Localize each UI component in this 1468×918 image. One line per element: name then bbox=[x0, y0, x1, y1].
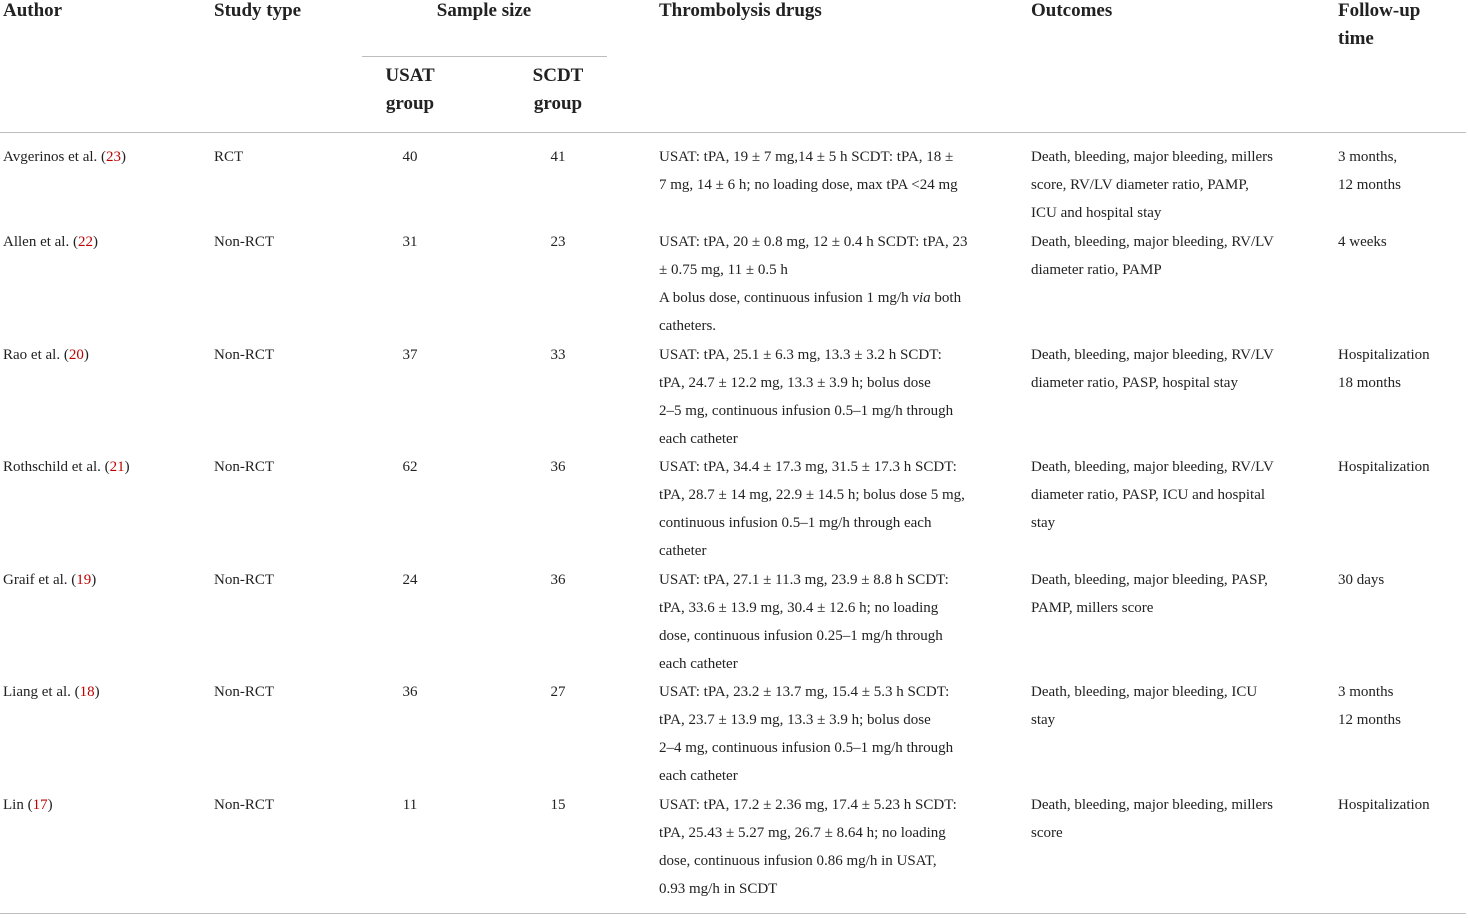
scdt-sample-cell: 41 bbox=[550, 149, 566, 165]
usat-sample-cell: 62 bbox=[402, 459, 418, 475]
study-type-cell: Non-RCT bbox=[214, 459, 274, 475]
drugs-line: catheters. bbox=[659, 318, 717, 334]
outcomes-line: score bbox=[1031, 825, 1063, 841]
follow-up-cell bbox=[1338, 566, 1466, 594]
drugs-line: USAT: tPA, 20 ± 0.8 mg, 12 ± 0.4 h SCDT: tPA, 23 bbox=[659, 234, 968, 250]
outcomes-cell bbox=[1031, 566, 1301, 622]
follow-up-line: 3 months, bbox=[1338, 149, 1398, 165]
author-name: Avgerinos et al. ( bbox=[3, 149, 107, 165]
drugs-line: USAT: tPA, 25.1 ± 6.3 mg, 13.3 ± 3.2 h SCDT: bbox=[659, 347, 942, 363]
outcomes-line: stay bbox=[1031, 515, 1056, 531]
drugs-line bbox=[659, 284, 999, 312]
usat-sample-cell: 31 bbox=[402, 234, 418, 250]
follow-up-cell bbox=[1338, 791, 1466, 819]
follow-up-line: 4 weeks bbox=[1338, 234, 1387, 250]
scdt-sample-cell: 33 bbox=[550, 347, 566, 363]
author-name: Liang et al. ( bbox=[3, 684, 80, 700]
author-name: Rao et al. ( bbox=[3, 347, 69, 363]
drugs-line: 2–4 mg, continuous infusion 0.5–1 mg/h through bbox=[659, 740, 954, 756]
drugs-cell bbox=[659, 453, 999, 565]
follow-up-line: Hospitalization bbox=[1338, 459, 1430, 475]
drugs-line: each catheter bbox=[659, 656, 738, 672]
author-cell bbox=[3, 678, 203, 706]
drugs-line: USAT: tPA, 17.2 ± 2.36 mg, 17.4 ± 5.23 h SCDT: bbox=[659, 797, 957, 813]
drugs-line: dose, continuous infusion 0.25–1 mg/h through bbox=[659, 628, 943, 644]
scdt-sample-cell: 36 bbox=[550, 459, 566, 475]
drugs-line: USAT: tPA, 27.1 ± 11.3 mg, 23.9 ± 8.8 h SCDT: bbox=[659, 572, 949, 588]
header-follow-up-time bbox=[1338, 0, 1466, 53]
drugs-line: 2–5 mg, continuous infusion 0.5–1 mg/h through bbox=[659, 403, 954, 419]
drugs-line: 7 mg, 14 ± 6 h; no loading dose, max tPA <24 mg bbox=[659, 177, 958, 193]
outcomes-line: stay bbox=[1031, 712, 1056, 728]
study-type-cell: Non-RCT bbox=[214, 347, 274, 363]
drugs-cell bbox=[659, 678, 999, 790]
drugs-line: USAT: tPA, 19 ± 7 mg,14 ± 5 h SCDT: tPA, 18 ± bbox=[659, 149, 954, 165]
drugs-extra-pre: A bolus dose, continuous infusion 1 mg/h bbox=[659, 290, 913, 306]
drugs-extra-italic: via bbox=[912, 290, 931, 306]
author-name: Allen et al. ( bbox=[3, 234, 78, 250]
author-close: ) bbox=[83, 347, 89, 363]
citation-ref: 17 bbox=[32, 797, 48, 813]
follow-up-line: 3 months bbox=[1338, 684, 1394, 700]
follow-up-line: 12 months bbox=[1338, 177, 1401, 193]
outcomes-line: Death, bleeding, major bleeding, millers bbox=[1031, 797, 1274, 813]
drugs-extra-post: both bbox=[930, 290, 962, 306]
follow-up-cell bbox=[1338, 228, 1466, 256]
outcomes-line: diameter ratio, PASP, hospital stay bbox=[1031, 375, 1238, 391]
follow-up-cell bbox=[1338, 143, 1466, 199]
scdt-sample-cell: 36 bbox=[550, 572, 566, 588]
author-close: ) bbox=[94, 684, 100, 700]
follow-up-line: Hospitalization bbox=[1338, 797, 1430, 813]
follow-up-cell bbox=[1338, 453, 1466, 481]
table-bottom-rule bbox=[0, 913, 1466, 914]
header-outcomes: Outcomes bbox=[1031, 0, 1113, 21]
follow-up-line: Hospitalization bbox=[1338, 347, 1430, 363]
author-cell bbox=[3, 228, 203, 256]
outcomes-cell bbox=[1031, 341, 1301, 397]
header-usat-group bbox=[360, 62, 460, 118]
outcomes-line: score, RV/LV diameter ratio, PAMP, bbox=[1031, 177, 1249, 193]
author-cell bbox=[3, 566, 203, 594]
header-usat-line2: group bbox=[385, 93, 435, 114]
author-name: Lin ( bbox=[3, 797, 33, 813]
header-sample-size: Sample size bbox=[436, 0, 532, 21]
citation-ref: 19 bbox=[76, 572, 92, 588]
outcomes-cell bbox=[1031, 143, 1301, 227]
header-scdt-line2: group bbox=[533, 93, 583, 114]
outcomes-line: ICU and hospital stay bbox=[1031, 205, 1162, 221]
outcomes-cell bbox=[1031, 453, 1301, 537]
usat-sample-cell: 24 bbox=[402, 572, 418, 588]
study-type-cell: Non-RCT bbox=[214, 572, 274, 588]
author-cell bbox=[3, 453, 203, 481]
outcomes-cell bbox=[1031, 791, 1301, 847]
author-cell bbox=[3, 791, 203, 819]
header-author: Author bbox=[3, 0, 63, 21]
header-thrombolysis-drugs: Thrombolysis drugs bbox=[659, 0, 822, 21]
citation-ref: 20 bbox=[68, 347, 84, 363]
usat-sample-cell: 11 bbox=[402, 797, 418, 813]
outcomes-line: diameter ratio, PASP, ICU and hospital bbox=[1031, 487, 1266, 503]
author-name: Rothschild et al. ( bbox=[3, 459, 110, 475]
drugs-cell bbox=[659, 143, 999, 199]
author-close: ) bbox=[124, 459, 130, 475]
header-study-type: Study type bbox=[214, 0, 302, 21]
author-close: ) bbox=[91, 572, 97, 588]
drugs-line: catheter bbox=[659, 543, 707, 559]
drugs-line: continuous infusion 0.5–1 mg/h through each bbox=[659, 515, 932, 531]
author-cell bbox=[3, 143, 203, 171]
scdt-sample-cell: 27 bbox=[550, 684, 566, 700]
citation-ref: 23 bbox=[106, 149, 122, 165]
follow-up-line: 30 days bbox=[1338, 572, 1385, 588]
follow-up-line: 18 months bbox=[1338, 375, 1401, 391]
scdt-sample-cell: 23 bbox=[550, 234, 566, 250]
author-close: ) bbox=[47, 797, 53, 813]
outcomes-line: Death, bleeding, major bleeding, RV/LV bbox=[1031, 234, 1274, 250]
follow-up-line: 12 months bbox=[1338, 712, 1401, 728]
outcomes-line: Death, bleeding, major bleeding, PASP, bbox=[1031, 572, 1268, 588]
follow-up-cell bbox=[1338, 678, 1466, 734]
drugs-cell bbox=[659, 566, 999, 678]
outcomes-cell bbox=[1031, 678, 1301, 734]
follow-up-cell bbox=[1338, 341, 1466, 397]
drugs-line: each catheter bbox=[659, 431, 738, 447]
scdt-sample-cell: 15 bbox=[550, 797, 566, 813]
drugs-line: USAT: tPA, 23.2 ± 13.7 mg, 15.4 ± 5.3 h SCDT: bbox=[659, 684, 950, 700]
usat-sample-cell: 40 bbox=[402, 149, 418, 165]
usat-sample-cell: 36 bbox=[402, 684, 418, 700]
drugs-line: tPA, 23.7 ± 13.9 mg, 13.3 ± 3.9 h; bolus dose bbox=[659, 712, 931, 728]
drugs-line: tPA, 24.7 ± 12.2 mg, 13.3 ± 3.9 h; bolus dose bbox=[659, 375, 931, 391]
drugs-line: each catheter bbox=[659, 768, 738, 784]
usat-sample-cell: 37 bbox=[402, 347, 418, 363]
author-name: Graif et al. ( bbox=[3, 572, 77, 588]
drugs-line: dose, continuous infusion 0.86 mg/h in USAT, bbox=[659, 853, 937, 869]
study-type-cell: Non-RCT bbox=[214, 797, 274, 813]
study-type-cell: Non-RCT bbox=[214, 234, 274, 250]
citation-ref: 22 bbox=[77, 234, 93, 250]
outcomes-line: diameter ratio, PAMP bbox=[1031, 262, 1162, 278]
outcomes-line: Death, bleeding, major bleeding, RV/LV bbox=[1031, 347, 1274, 363]
author-close: ) bbox=[121, 149, 127, 165]
header-bottom-rule bbox=[0, 132, 1466, 133]
outcomes-cell bbox=[1031, 228, 1301, 284]
drugs-line: tPA, 25.43 ± 5.27 mg, 26.7 ± 8.64 h; no loading bbox=[659, 825, 946, 841]
drugs-line: tPA, 28.7 ± 14 mg, 22.9 ± 14.5 h; bolus dose 5 mg, bbox=[659, 487, 965, 503]
sample-size-rule bbox=[362, 56, 607, 57]
study-type-cell: Non-RCT bbox=[214, 684, 274, 700]
drugs-line: ± 0.75 mg, 11 ± 0.5 h bbox=[659, 262, 788, 278]
drugs-line: tPA, 33.6 ± 13.9 mg, 30.4 ± 12.6 h; no loading bbox=[659, 600, 939, 616]
outcomes-line: Death, bleeding, major bleeding, RV/LV bbox=[1031, 459, 1274, 475]
outcomes-line: PAMP, millers score bbox=[1031, 600, 1154, 616]
header-scdt-line1: SCDT bbox=[532, 65, 584, 86]
drugs-line: 0.93 mg/h in SCDT bbox=[659, 881, 778, 897]
outcomes-line: Death, bleeding, major bleeding, millers bbox=[1031, 149, 1274, 165]
header-follow-line1: Follow-up bbox=[1338, 0, 1421, 21]
author-close: ) bbox=[92, 234, 98, 250]
citation-ref: 18 bbox=[79, 684, 95, 700]
header-scdt-group bbox=[508, 62, 608, 118]
drugs-cell bbox=[659, 228, 999, 340]
outcomes-line: Death, bleeding, major bleeding, ICU bbox=[1031, 684, 1258, 700]
drugs-cell bbox=[659, 791, 999, 903]
drugs-cell bbox=[659, 341, 999, 453]
study-type-cell: RCT bbox=[214, 149, 244, 165]
author-cell bbox=[3, 341, 203, 369]
header-usat-line1: USAT bbox=[385, 65, 435, 86]
citation-ref: 21 bbox=[109, 459, 125, 475]
header-follow-line2: time bbox=[1338, 28, 1374, 49]
drugs-line: USAT: tPA, 34.4 ± 17.3 mg, 31.5 ± 17.3 h SCDT: bbox=[659, 459, 957, 475]
